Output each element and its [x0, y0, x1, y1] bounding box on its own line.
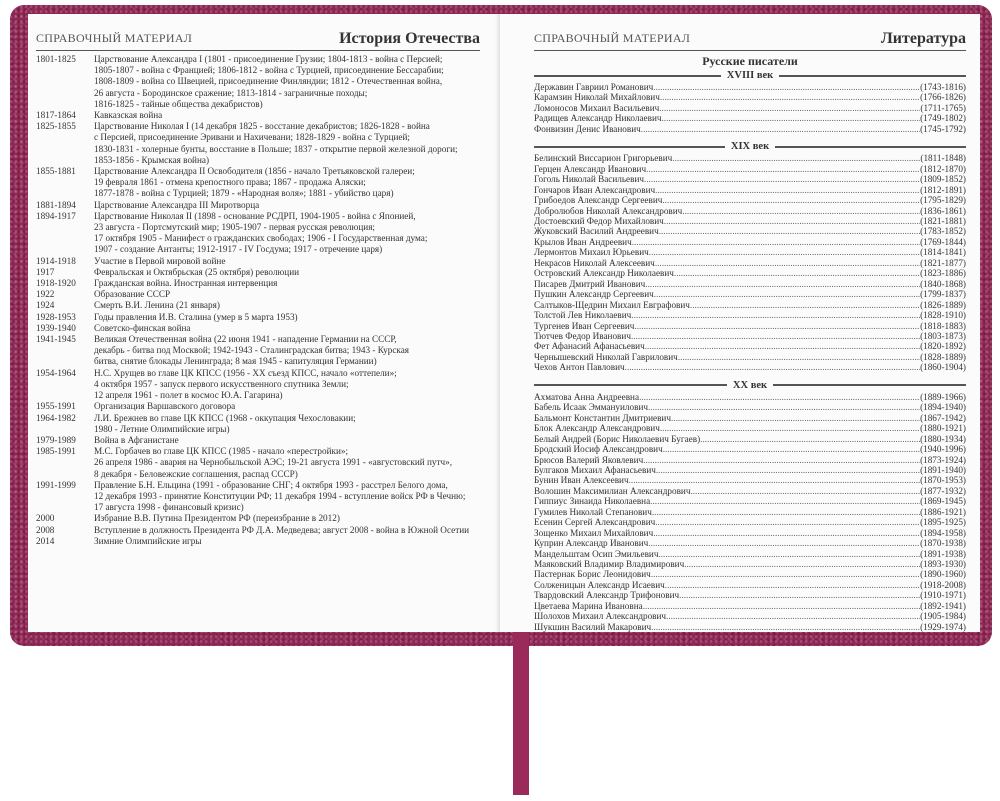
century-heading — [534, 379, 966, 392]
writer-name: Герцен Александр Иванович — [534, 163, 647, 174]
writer-row — [534, 475, 966, 485]
writer-name: Толстой Лев Николаевич — [534, 310, 632, 321]
right-page-header — [534, 26, 966, 51]
writer-years: (1940-1996) — [920, 444, 966, 455]
writer-years: (1799-1837) — [920, 289, 966, 300]
dot-leader — [651, 569, 920, 579]
writer-years: (1893-1930) — [920, 559, 966, 570]
timeline-event: Царствование Николая I (14 декабря 1825 - восстание декабристов; 1826-1828 - война с Персией, присоединение Эривани и Нахичевани; 1828-1829 - война с Турцией; 1830-1831 - холерные бунты, восстание в Польше; 1837 - открытие первой железной дороги; 1853-1856 - Крымская война) — [94, 121, 458, 165]
dot-leader — [643, 455, 920, 465]
writer-row — [534, 289, 966, 299]
dot-leader — [641, 124, 920, 134]
bookmark-ribbon — [513, 620, 529, 795]
dot-leader — [649, 247, 920, 257]
timeline-event: Февральская и Октябрьская (25 октября) революции — [94, 266, 300, 277]
writer-row — [534, 92, 966, 102]
timeline-years: 1979-1989 — [36, 434, 76, 445]
writer-row — [534, 611, 966, 621]
writer-name: Ломоносов Михаил Васильевич — [534, 102, 660, 113]
writer-row — [534, 455, 966, 465]
timeline-row — [36, 200, 480, 211]
writer-name: Гоголь Николай Васильевич — [534, 174, 645, 185]
writer-years: (1821-1881) — [920, 215, 966, 226]
timeline-event: Кавказская война — [94, 110, 163, 121]
timeline-years: 2014 — [36, 535, 55, 546]
writer-row — [534, 113, 966, 123]
timeline-years: 1817-1864 — [36, 110, 76, 121]
writer-row — [534, 206, 966, 216]
writer-row — [534, 444, 966, 454]
timeline-years: 1894-1917 — [36, 210, 76, 221]
writer-years: (1749-1802) — [920, 113, 966, 124]
timeline-event: Н.С. Хрущев во главе ЦК КПСС (1956 - XX съезд КПСС, начало «оттепели»; 4 октября 1957 - запуск первого искусственного спутника Земли; 12 апреля 1961 - полет в космос Ю.А. Гагарина) — [94, 367, 397, 401]
writer-name: Фет Афанасий Афанасьевич — [534, 341, 645, 352]
dot-leader — [651, 622, 920, 632]
timeline-years: 1881-1894 — [36, 199, 76, 210]
writer-name: Мандельштам Осип Эмильевич — [534, 548, 659, 559]
timeline-years: 2008 — [36, 524, 55, 535]
writer-years: (1811-1848) — [920, 153, 966, 164]
writer-years: (1795-1829) — [920, 195, 966, 206]
timeline-event: Л.И. Брежнев во главе ЦК КПСС (1968 - оккупация Чехословакии; 1980 - Летние Олимпийские игры) — [94, 412, 356, 434]
writer-years: (1818-1883) — [920, 320, 966, 331]
century-heading — [534, 69, 966, 82]
writer-row — [534, 590, 966, 600]
writer-years: (1783-1852) — [920, 226, 966, 237]
writer-row — [534, 413, 966, 423]
century-rule-left — [534, 146, 725, 148]
writer-years: (1886-1921) — [920, 506, 966, 517]
timeline-event: Война в Афганистане — [94, 434, 179, 445]
dot-leader — [665, 580, 920, 590]
timeline-row — [36, 513, 480, 524]
writer-name: Ахматова Анна Андреевна — [534, 391, 640, 402]
timeline-row — [36, 413, 480, 435]
writer-row — [534, 195, 966, 205]
timeline-years: 1939-1940 — [36, 322, 76, 333]
timeline-row — [36, 256, 480, 267]
timeline-event: Царствование Александра II Освободителя (1856 - начало Третьяковской галереи; 19 февраля 1861 - отмена крепостного права; 1867 - продажа Аляски; 1877-1878 - война с Турцией; 1879 - «Народная воля»; 1881 - убийство царя) — [94, 166, 415, 199]
writer-name: Салтыков-Щедрин Михаил Евграфович — [534, 299, 690, 310]
writer-name: Солженицын Александр Исаевич — [534, 579, 665, 590]
writer-name: Державин Гавриил Романович — [534, 82, 654, 92]
dot-leader — [654, 289, 920, 299]
timeline-years: 1922 — [36, 289, 55, 300]
dot-leader — [666, 611, 920, 621]
century-label: XIX век — [730, 141, 770, 153]
writer-row — [534, 174, 966, 184]
writer-row — [534, 82, 966, 92]
timeline-event: Царствование Александра I (1801 - присоединение Грузии; 1804-1813 - война с Персией; 1805-1807 - война с Францией; 1806-1812 - война с Турцией, присоединение Бессарабии; 1808-1809 - война со Швецией, присоединение Финляндии; 1812 - Отечественная война, 26 августа - Бородинское сражение; 1813-1814 - заграничные походы; 1816-1825 - тайные общества декабристов) — [94, 54, 444, 109]
writer-row — [534, 402, 966, 412]
writer-row — [534, 279, 966, 289]
timeline-row — [36, 278, 480, 289]
timeline-event: М.С. Горбачев во главе ЦК КПСС (1985 - начало «перестройки»; 26 апреля 1986 - авария на Чернобыльской АЭС; 19-21 августа 1991 - «августовский путч», 8 декабря - Беловежские соглашения, распад СССР) — [94, 446, 453, 479]
writer-years: (1828-1910) — [920, 310, 966, 321]
writer-row — [534, 185, 966, 195]
timeline-event: Советско-финская война — [94, 322, 191, 333]
timeline-row — [36, 312, 480, 323]
centuries-container — [534, 69, 966, 632]
writer-years: (1828-1889) — [920, 351, 966, 362]
writer-row — [534, 153, 966, 163]
writer-name: Блок Александр Александрович — [534, 423, 660, 434]
writer-name: Крылов Иван Андреевич — [534, 236, 632, 247]
timeline-event: Смерть В.И. Ленина (21 января) — [94, 300, 220, 311]
timeline-years: 1917 — [36, 266, 55, 277]
writer-name: Гиппиус Зинаида Николаевна — [534, 496, 651, 507]
writer-row — [534, 321, 966, 331]
writer-name: Бабель Исаак Эммануилович — [534, 402, 648, 413]
timeline-row — [36, 435, 480, 446]
writer-row — [534, 103, 966, 113]
writer-row — [534, 300, 966, 310]
writer-years: (1743-1816) — [920, 82, 966, 92]
writer-row — [534, 538, 966, 548]
timeline-row — [36, 368, 480, 402]
writer-name: Достоевский Федор Михайлович — [534, 215, 664, 226]
dot-leader — [632, 237, 920, 247]
writer-years: (1814-1841) — [920, 247, 966, 258]
writer-name: Бальмонт Константин Дмитриевич — [534, 412, 671, 423]
left-page — [28, 14, 501, 632]
writer-name: Есенин Сергей Александрович — [534, 517, 656, 528]
writer-row — [534, 268, 966, 278]
writer-name: Твардовский Александр Трифонович — [534, 590, 680, 601]
dot-leader — [646, 164, 920, 174]
writer-name: Грибоедов Александр Сергеевич — [534, 195, 663, 206]
writer-row — [534, 486, 966, 496]
writer-years: (1821-1877) — [920, 257, 966, 268]
dot-leader — [671, 413, 920, 423]
timeline-years: 1954-1964 — [36, 367, 76, 378]
dot-leader — [659, 226, 920, 236]
writer-years: (1803-1873) — [920, 330, 966, 341]
timeline-event: Гражданская война. Иностранная интервенция — [94, 278, 278, 289]
dot-leader — [656, 465, 920, 475]
dot-leader — [645, 279, 920, 289]
writer-name: Зощенко Михаил Михайлович — [534, 527, 654, 538]
writer-row — [534, 507, 966, 517]
writer-years: (1860-1904) — [920, 362, 966, 373]
writer-name: Пушкин Александр Сергеевич — [534, 289, 654, 300]
writer-years: (1918-2008) — [920, 579, 966, 590]
history-timeline — [36, 54, 480, 547]
writer-row — [534, 622, 966, 632]
writer-row — [534, 434, 966, 444]
writer-row — [534, 247, 966, 257]
dot-leader — [655, 517, 920, 527]
timeline-event: Образование СССР — [94, 289, 171, 300]
writer-row — [534, 226, 966, 236]
timeline-row — [36, 323, 480, 334]
writer-row — [534, 423, 966, 433]
timeline-years: 1924 — [36, 300, 55, 311]
dot-leader — [690, 486, 920, 496]
dot-leader — [653, 528, 920, 538]
dot-leader — [648, 538, 920, 548]
writer-name: Маяковский Владимир Владимирович — [534, 559, 685, 570]
dot-leader — [672, 153, 920, 163]
writer-years: (1890-1960) — [920, 569, 966, 580]
dot-leader — [648, 402, 920, 412]
dot-leader — [629, 475, 920, 485]
writer-row — [534, 124, 966, 134]
writer-row — [534, 392, 966, 402]
dot-leader — [631, 331, 920, 341]
timeline-event: Годы правления И.В. Сталина (умер в 5 марта 1953) — [94, 311, 298, 322]
timeline-row — [36, 525, 480, 536]
dot-leader — [658, 549, 920, 559]
writers-list — [534, 54, 966, 632]
writer-name: Тютчев Федор Иванович — [534, 330, 631, 341]
writer-years: (1820-1892) — [920, 341, 966, 352]
writer-years: (1766-1826) — [920, 92, 966, 103]
writer-row — [534, 331, 966, 341]
writer-name: Булгаков Михаил Афанасьевич — [534, 464, 656, 475]
dot-leader — [678, 352, 920, 362]
writer-years: (1873-1924) — [920, 454, 966, 465]
timeline-years: 1914-1918 — [36, 255, 76, 266]
writer-name: Шукшин Василий Макарович — [534, 621, 652, 632]
writer-row — [534, 465, 966, 475]
writer-row — [534, 580, 966, 590]
timeline-row — [36, 446, 480, 480]
writer-name: Некрасов Николай Алексеевич — [534, 257, 655, 268]
dot-leader — [650, 496, 920, 506]
timeline-row — [36, 334, 480, 368]
writer-row — [534, 362, 966, 372]
timeline-event: Великая Отечественная война (22 июня 1941 - нападение Германии на СССР, декабрь - битва под Москвой; 1942-1943 - Сталинградская битва; 1943 - Курская битва, снятие блокады Ленинграда; 8 мая 1945 - капитуляция Германии) — [94, 334, 410, 367]
dot-leader — [679, 590, 920, 600]
dot-leader — [674, 268, 920, 278]
writer-name: Тургенев Иван Сергеевич — [534, 320, 635, 331]
writer-row — [534, 517, 966, 527]
writer-row — [534, 569, 966, 579]
writer-row — [534, 528, 966, 538]
writer-years: (1869-1945) — [920, 496, 966, 507]
writer-name: Цветаева Марина Ивановна — [534, 600, 643, 611]
dot-leader — [631, 310, 920, 320]
right-page — [500, 14, 980, 632]
writer-years: (1826-1889) — [920, 299, 966, 310]
dot-leader — [634, 321, 920, 331]
writer-name: Белинский Виссарион Григорьевич — [534, 153, 673, 164]
writer-years: (1870-1953) — [920, 475, 966, 486]
writer-row — [534, 237, 966, 247]
dot-leader — [643, 601, 920, 611]
writer-name: Куприн Александр Иванович — [534, 538, 649, 549]
timeline-event: Зимние Олимпийские игры — [94, 535, 202, 546]
writer-row — [534, 164, 966, 174]
timeline-years: 1825-1855 — [36, 121, 76, 132]
timeline-years: 1964-1982 — [36, 412, 76, 423]
dot-leader — [664, 216, 920, 226]
dot-leader — [700, 434, 920, 444]
timeline-years: 1801-1825 — [36, 54, 76, 64]
timeline-years: 2000 — [36, 513, 55, 524]
timeline-row — [36, 289, 480, 300]
dot-leader — [663, 444, 920, 454]
timeline-row — [36, 110, 480, 121]
timeline-event: Организация Варшавского договора — [94, 401, 236, 412]
writer-name: Лермонтов Михаил Юрьевич — [534, 247, 649, 258]
timeline-row — [36, 480, 480, 514]
writer-name: Гончаров Иван Александрович — [534, 184, 656, 195]
writer-name: Волошин Максимилиан Александрович — [534, 485, 691, 496]
section-title: Русские писатели — [702, 54, 798, 68]
dot-leader — [662, 195, 920, 205]
dot-leader — [655, 258, 920, 268]
right-header-title: Литература — [880, 30, 966, 47]
century-rule-left — [534, 384, 727, 386]
timeline-row — [36, 401, 480, 412]
writer-years: (1880-1921) — [920, 423, 966, 434]
writer-years: (1892-1941) — [920, 600, 966, 611]
dot-leader — [644, 174, 920, 184]
timeline-row — [36, 300, 480, 311]
timeline-years: 1991-1999 — [36, 479, 76, 490]
writer-years: (1894-1958) — [920, 527, 966, 538]
timeline-row — [36, 267, 480, 278]
writer-name: Бродский Иосиф Александрович — [534, 444, 663, 455]
timeline-years: 1928-1953 — [36, 311, 76, 322]
writer-years: (1809-1852) — [920, 174, 966, 185]
dot-leader — [684, 559, 920, 569]
timeline-event: Царствование Николая II (1898 - основание РСДРП, 1904-1905 - война с Японией, 23 августа - Портсмутский мир; 1905-1907 - первая русская революция; 17 октября 1905 - Манифест о гражданских свободах; 1906 - I Государственная дума; 1907 - создание Антанты; 1912-1917 - IV Госдума; 1917 - отречение царя) — [94, 210, 428, 255]
writer-name: Радищев Александр Николаевич — [534, 113, 662, 124]
writer-years: (1894-1940) — [920, 402, 966, 413]
writer-name: Чернышевский Николай Гаврилович — [534, 351, 678, 362]
timeline-event: Царствование Александра III Миротворца — [94, 199, 260, 210]
timeline-event: Вступление в должность Президента РФ Д.А. Медведева; август 2008 - война в Южной Осетии — [94, 524, 470, 535]
timeline-row — [36, 211, 480, 256]
writer-years: (1867-1942) — [920, 412, 966, 423]
writer-years: (1812-1891) — [920, 184, 966, 195]
writer-name: Гумилев Николай Степанович — [534, 506, 652, 517]
dot-leader — [652, 507, 920, 517]
writer-row — [534, 549, 966, 559]
timeline-years: 1955-1991 — [36, 401, 76, 412]
writer-row — [534, 559, 966, 569]
timeline-years: 1855-1881 — [36, 166, 76, 177]
writer-name: Островский Александр Николаевич — [534, 268, 674, 279]
left-page-header — [36, 26, 480, 51]
writer-row — [534, 216, 966, 226]
dot-leader — [660, 92, 920, 102]
writer-row — [534, 352, 966, 362]
writer-years: (1877-1932) — [920, 485, 966, 496]
writer-name: Добролюбов Николай Александрович — [534, 205, 683, 216]
writer-row — [534, 496, 966, 506]
dot-leader — [653, 82, 920, 92]
timeline-event: Участие в Первой мировой войне — [94, 255, 226, 266]
left-header-label: СПРАВОЧНЫЙ МАТЕРИАЛ — [36, 31, 193, 45]
dot-leader — [655, 185, 920, 195]
left-header-title: История Отечества — [339, 30, 480, 47]
timeline-years: 1985-1991 — [36, 446, 76, 457]
writer-years: (1823-1886) — [920, 268, 966, 279]
writer-name: Фонвизин Денис Иванович — [534, 123, 641, 134]
century-label: XVIII век — [726, 70, 774, 81]
writer-years: (1895-1925) — [920, 517, 966, 528]
timeline-row — [36, 536, 480, 547]
timeline-row — [36, 54, 480, 110]
century-rule-right — [775, 146, 966, 148]
timeline-event: Правление Б.Н. Ельцина (1991 - образование СНГ; 4 октября 1993 - расстрел Белого дома, 12 декабря 1993 - принятие Конституции РФ; 11 декабря 1994 - вступление войск РФ в Чечню; 17 августа 1998 - финансовый кризис) — [94, 479, 466, 513]
writer-years: (1840-1868) — [920, 278, 966, 289]
dot-leader — [625, 362, 920, 372]
timeline-years: 1918-1920 — [36, 278, 76, 289]
century-rule-left — [534, 75, 721, 77]
writer-name: Карамзин Николай Михайлович — [534, 92, 660, 103]
dot-leader — [639, 392, 920, 402]
writer-years: (1905-1984) — [920, 611, 966, 622]
writer-years: (1836-1861) — [920, 205, 966, 216]
writer-years: (1769-1844) — [920, 236, 966, 247]
writer-years: (1910-1971) — [920, 590, 966, 601]
timeline-row — [36, 121, 480, 166]
timeline-event: Избрание В.В. Путина Президентом РФ (переизбрание в 2012) — [94, 513, 340, 524]
writer-years: (1870-1938) — [920, 538, 966, 549]
writer-years: (1929-1974) — [920, 621, 966, 632]
writer-name: Жуковский Василий Андреевич — [534, 226, 659, 237]
writer-name: Брюсов Валерий Яковлевич — [534, 454, 644, 465]
writer-years: (1891-1940) — [920, 464, 966, 475]
dot-leader — [662, 113, 921, 123]
writer-years: (1711-1765) — [920, 102, 966, 113]
writer-years: (1891-1938) — [920, 548, 966, 559]
century-rule-right — [773, 384, 966, 386]
timeline-row — [36, 166, 480, 200]
writer-name: Пастернак Борис Леонидович — [534, 569, 651, 580]
writer-name: Шолохов Михаил Александрович — [534, 611, 667, 622]
writer-row — [534, 258, 966, 268]
century-heading — [534, 140, 966, 153]
dot-leader — [660, 423, 920, 433]
century-rule-right — [779, 75, 966, 77]
writer-row — [534, 310, 966, 320]
dot-leader — [682, 206, 920, 216]
writer-row — [534, 341, 966, 351]
writer-years: (1889-1966) — [920, 391, 966, 402]
dot-leader — [645, 341, 920, 351]
writer-years: (1745-1792) — [920, 123, 966, 134]
writer-name: Чехов Антон Павлович — [534, 362, 625, 373]
writer-row — [534, 601, 966, 611]
writer-years: (1812-1870) — [920, 163, 966, 174]
dot-leader — [659, 103, 920, 113]
dot-leader — [690, 300, 920, 310]
writer-name: Писарев Дмитрий Иванович — [534, 278, 646, 289]
writer-name: Бунин Иван Алексеевич — [534, 475, 629, 486]
right-header-label: СПРАВОЧНЫЙ МАТЕРИАЛ — [534, 31, 691, 45]
century-label: XX век — [732, 379, 768, 391]
writer-name: Белый Андрей (Борис Николаевич Бугаев) — [534, 433, 701, 444]
timeline-years: 1941-1945 — [36, 334, 76, 345]
writer-years: (1880-1934) — [920, 433, 966, 444]
